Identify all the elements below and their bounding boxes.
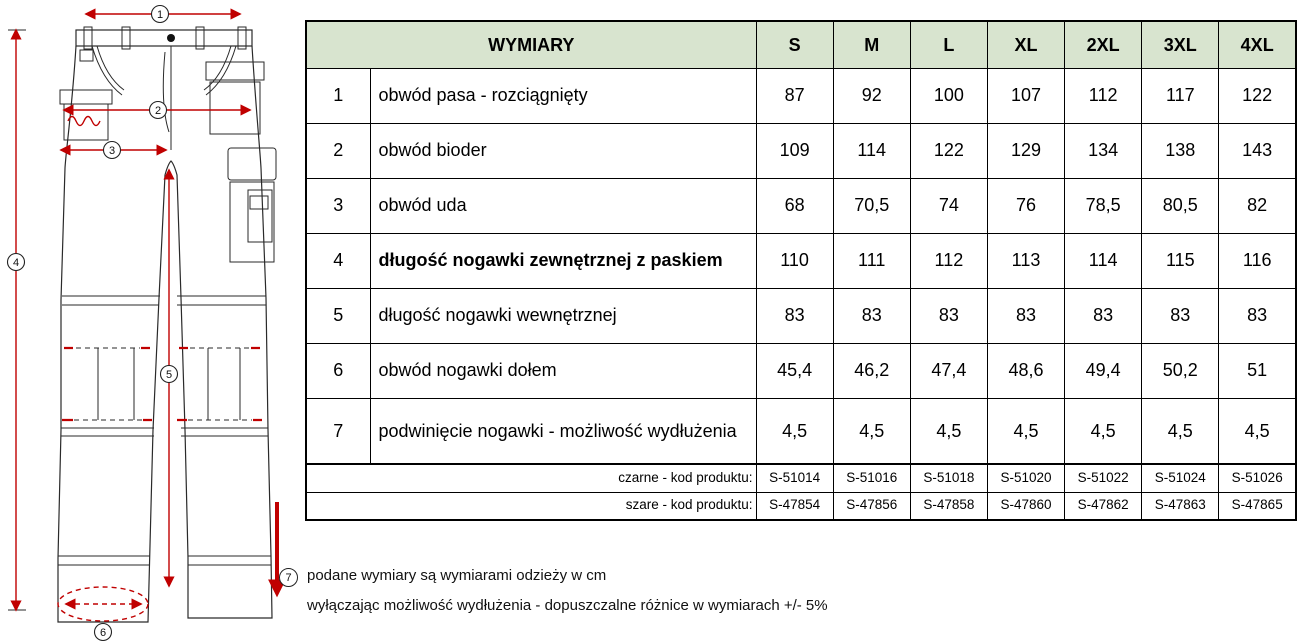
cell-value: 70,5 (833, 178, 910, 233)
svg-text:5: 5 (165, 369, 173, 381)
cell-value: 138 (1142, 123, 1219, 178)
cell-value: 87 (756, 68, 833, 123)
cell-value: 4,5 (833, 398, 910, 464)
cell-value: 134 (1065, 123, 1142, 178)
product-code-row (306, 492, 1296, 520)
cell-value: 112 (1065, 68, 1142, 123)
dim-marker-6 (95, 624, 112, 641)
size-col-header: S (756, 21, 833, 68)
row-number: 2 (306, 123, 370, 178)
cell-value: 80,5 (1142, 178, 1219, 233)
row-number: 5 (306, 288, 370, 343)
cell-value: 51 (1219, 343, 1296, 398)
button (167, 34, 175, 42)
cell-value: 114 (833, 123, 910, 178)
pants-diagram (0, 0, 300, 643)
table-row (306, 343, 1296, 398)
product-code: S-51018 (910, 464, 987, 492)
cell-value: 46,2 (833, 343, 910, 398)
note-line-1: podane wymiary są wymiarami odzieży w cm (307, 567, 607, 584)
cuff-seams (58, 556, 271, 565)
product-code: S-51026 (1219, 464, 1296, 492)
cell-value: 117 (1142, 68, 1219, 123)
cell-value: 45,4 (756, 343, 833, 398)
product-code: S-51020 (987, 464, 1064, 492)
svg-text:2: 2 (154, 105, 162, 117)
product-code: S-47860 (987, 492, 1064, 520)
row-label: długość nogawki wewnętrznej (370, 288, 756, 343)
table-title: WYMIARY (306, 21, 756, 68)
note-line-2: wyłączając możliwość wydłużenia - dopuszczalne różnice w wymiarach +/- 5% (307, 597, 828, 614)
table-row (306, 178, 1296, 233)
table-row (306, 68, 1296, 123)
row-number: 7 (306, 398, 370, 464)
row-label: obwód nogawki dołem (370, 343, 756, 398)
cell-value: 83 (1142, 288, 1219, 343)
dim-marker-2 (150, 102, 167, 119)
cargo-pocket (228, 148, 276, 262)
svg-text:4: 4 (12, 257, 20, 269)
svg-text:1: 1 (156, 9, 164, 21)
table-row (306, 123, 1296, 178)
cell-value: 76 (987, 178, 1064, 233)
row-label: obwód uda (370, 178, 756, 233)
cell-value: 122 (910, 123, 987, 178)
cell-value: 83 (987, 288, 1064, 343)
product-code: S-47863 (1142, 492, 1219, 520)
row-number: 6 (306, 343, 370, 398)
table-row (306, 398, 1296, 464)
size-col-header: 2XL (1065, 21, 1142, 68)
cell-value: 4,5 (1065, 398, 1142, 464)
cell-value: 100 (910, 68, 987, 123)
cell-value: 83 (1065, 288, 1142, 343)
row-label: długość nogawki zewnętrznej z paskiem (370, 233, 756, 288)
dim-marker-7: 7 (279, 568, 298, 587)
size-table (305, 20, 1297, 521)
product-code: S-51014 (756, 464, 833, 492)
row-number: 4 (306, 233, 370, 288)
product-code: S-51022 (1065, 464, 1142, 492)
product-code: S-47856 (833, 492, 910, 520)
cell-value: 111 (833, 233, 910, 288)
svg-text:3: 3 (108, 145, 116, 157)
dim-marker-3 (104, 142, 121, 159)
cell-value: 112 (910, 233, 987, 288)
code-row-label: czarne - kod produktu: (306, 464, 756, 492)
left-patch-pocket (60, 90, 112, 140)
dimension-arrows (8, 14, 277, 621)
size-col-header: M (833, 21, 910, 68)
size-col-header: 3XL (1142, 21, 1219, 68)
footnotes (279, 567, 828, 627)
row-label: podwinięcie nogawki - możliwość wydłużenia (370, 398, 756, 464)
cell-value: 110 (756, 233, 833, 288)
cell-value: 92 (833, 68, 910, 123)
product-code: S-51016 (833, 464, 910, 492)
table-header-row (306, 21, 1296, 68)
product-code: S-47865 (1219, 492, 1296, 520)
cell-value: 83 (756, 288, 833, 343)
cell-value: 4,5 (910, 398, 987, 464)
product-code: S-47854 (756, 492, 833, 520)
cell-value: 109 (756, 123, 833, 178)
cell-value: 115 (1142, 233, 1219, 288)
cell-value: 82 (1219, 178, 1296, 233)
product-code: S-47862 (1065, 492, 1142, 520)
waistband (76, 27, 252, 150)
cell-value: 107 (987, 68, 1064, 123)
svg-text:6: 6 (99, 627, 107, 639)
size-col-header: L (910, 21, 987, 68)
cell-value: 114 (1065, 233, 1142, 288)
cell-value: 4,5 (1142, 398, 1219, 464)
cell-value: 48,6 (987, 343, 1064, 398)
cell-value: 83 (1219, 288, 1296, 343)
product-code: S-47858 (910, 492, 987, 520)
cell-value: 129 (987, 123, 1064, 178)
cell-value: 4,5 (987, 398, 1064, 464)
table-row (306, 288, 1296, 343)
cell-value: 4,5 (1219, 398, 1296, 464)
row-number: 3 (306, 178, 370, 233)
row-number: 1 (306, 68, 370, 123)
size-col-header: XL (987, 21, 1064, 68)
cell-value: 143 (1219, 123, 1296, 178)
cell-value: 116 (1219, 233, 1296, 288)
dim-marker-4 (8, 254, 25, 271)
cell-value: 47,4 (910, 343, 987, 398)
cell-value: 50,2 (1142, 343, 1219, 398)
product-code: S-51024 (1142, 464, 1219, 492)
code-row-label: szare - kod produktu: (306, 492, 756, 520)
row-label: obwód pasa - rozciągnięty (370, 68, 756, 123)
cell-value: 68 (756, 178, 833, 233)
cell-value: 49,4 (1065, 343, 1142, 398)
dim-marker-1 (152, 6, 169, 23)
row-label: obwód bioder (370, 123, 756, 178)
size-col-header: 4XL (1219, 21, 1296, 68)
cell-value: 122 (1219, 68, 1296, 123)
knee-seams (61, 296, 268, 436)
dim-marker-5 (161, 366, 178, 383)
cell-value: 83 (910, 288, 987, 343)
cell-value: 78,5 (1065, 178, 1142, 233)
cell-value: 113 (987, 233, 1064, 288)
front-pockets (80, 46, 236, 95)
pants-outline (58, 27, 276, 622)
product-code-row (306, 464, 1296, 492)
cell-value: 74 (910, 178, 987, 233)
cell-value: 83 (833, 288, 910, 343)
table-row (306, 233, 1296, 288)
cell-value: 4,5 (756, 398, 833, 464)
